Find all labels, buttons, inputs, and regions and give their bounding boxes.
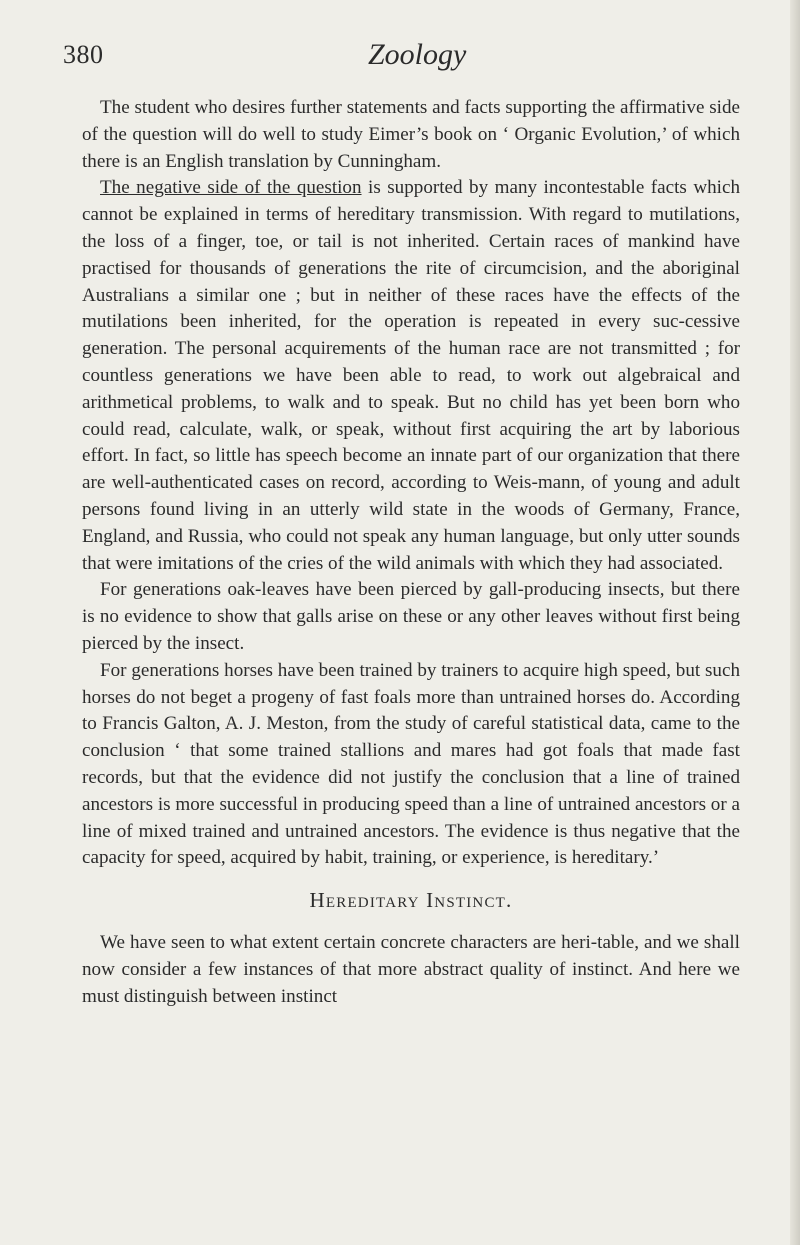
paragraph-negative-side-text: is supported by many incontestable facts which cannot be explained in terms of hereditary transmission. With regard to mutilations, the loss of a finger, toe, or tail is not inherited. Certain races of mankind have practised for thousands of generations the rite of circumcision, and the aboriginal Australians a similar one ; but in neither of these races have the effects of the mutilations been inherited, for the operation is repeated in every suc-cessive generation. The personal acquirements of the human race are not transmitted ; for countless generations we have been able to read, to work out algebraical and arithmetical problems, to walk and to speak. But no child has yet been born who could read, calculate, walk, or speak, without first acquiring the art by laborious effort. In fact, so little has speech become an innate part of our organization that there are well-authenticated cases on record, according to Weis-mann, of young and adult persons found living in an utterly wild state in the woods of Germany, France, England, and Russia, who could not speak any human language, but only utter sounds that were imitations of the cries of the wild animals with which they had associated. — [82, 177, 740, 574]
paragraph-instinct: We have seen to what extent certain concrete characters are heri-table, and we shall now consider a few instances of that more abstract quality of instinct. And here we must distinguish between instinct — [82, 931, 740, 1007]
paragraph-negative-side — [82, 175, 740, 577]
page-header — [63, 40, 733, 80]
paragraph-oak-galls: For generations oak-leaves have been pierced by gall-producing insects, but there is no evidence to show that galls arise on these or any other leaves without first being pierced by the insect. — [82, 579, 740, 654]
paragraph-trained-horses: For generations horses have been trained by trainers to acquire high speed, but such horses do not beget a progeny of fast foals more than untrained horses do. According to Francis Galton, A. J. Meston, from the study of careful statistical data, came to the conclusion ‘ that some trained stallions and mares had got foals that made fast records, but that the evidence did not justify the conclusion that a line of trained ancestors is more successful in producing speed than a line of untrained ancestors or a line of mixed trained and untrained ancestors. The evidence is thus negative that the capacity for speed, acquired by habit, training, or experience, is hereditary.’ — [82, 659, 740, 869]
body-text — [82, 95, 740, 1010]
page-number: 380 — [63, 40, 104, 69]
paragraph-affirmative-side: The student who desires further statements and facts supporting the affirmative side of the question will do well to study Eimer’s book on ‘ Organic Evolution,’ of which there is an English translation by Cunningham. — [82, 97, 740, 172]
running-title: Zoology — [368, 38, 467, 71]
underlined-phrase: The negative side of the question — [100, 177, 362, 199]
page-edge-shadow — [790, 0, 800, 1245]
section-heading: Hereditary Instinct. — [309, 888, 513, 913]
